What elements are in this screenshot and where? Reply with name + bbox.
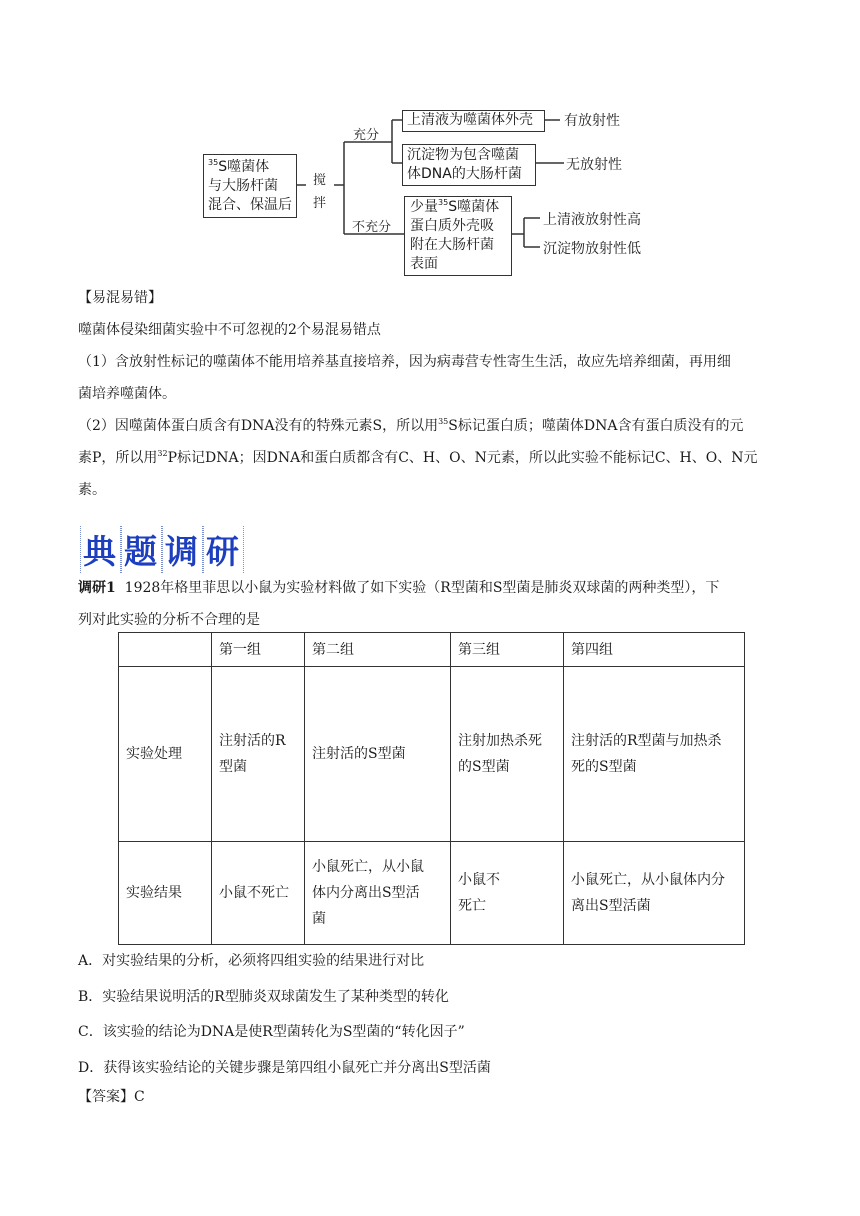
isotope-superscript: 35	[438, 417, 449, 426]
table-cell: 小鼠死亡，从小鼠 体内分离出S型活 菌	[305, 842, 451, 945]
section-heading: 【易混易错】	[78, 290, 162, 306]
table-cell: 注射活的R 型菌	[212, 667, 305, 842]
table-cell: 小鼠不死亡	[212, 842, 305, 945]
question-label: 调研1	[78, 580, 116, 596]
experiment-table	[118, 632, 745, 945]
option-a: A．对实验结果的分析，必须将四组实验的结果进行对比	[78, 953, 425, 969]
table-cell: 注射活的R型菌与加热杀 死的S型菌	[564, 667, 745, 842]
stir-label: 搅 拌	[313, 173, 327, 211]
partial-result-2: 沉淀物放射性低	[543, 241, 641, 257]
point-1-line: （1）含放射性标记的噬菌体不能用培养基直接培养，因为病毒营专性寄生生活，故应先培养细菌，再用细	[78, 354, 731, 370]
isotope-superscript: 35	[208, 158, 219, 167]
point-2-line: 素P，所以用$^{32}$P标记DNA；因DNA和蛋白质都含有C、H、O、N元素，所以此实验不能标记C、H、O、N元	[78, 449, 758, 466]
branch-partial-label: 不充分	[352, 220, 392, 235]
branch-full-label: 充分	[353, 128, 380, 143]
full-result-1: 有放射性	[564, 113, 620, 129]
point-2-line: 素。	[78, 482, 106, 498]
start-box-line: 与大肠杆菌	[208, 178, 278, 194]
answer: 【答案】C	[78, 1089, 145, 1105]
full-box-precipitate: 沉淀物为包含噬菌 体DNA的大肠杆菌	[402, 144, 536, 186]
table-cell: 注射活的S型菌	[305, 667, 451, 842]
table-header-cell: 第一组	[212, 633, 305, 667]
full-result-2: 无放射性	[566, 157, 622, 173]
mistakes-section	[78, 282, 784, 506]
table-header-row	[119, 633, 745, 667]
full-box-supernatant: 上清液为噬菌体外壳	[402, 110, 545, 132]
option-c: C．该实验的结论为DNA是使R型菌转化为S型菌的“转化因子”	[78, 1024, 465, 1040]
point-2-line: （2）因噬菌体蛋白质含有DNA没有的特殊元素S，所以用$^{35}$S标记蛋白质；噬菌体DNA含有蛋白质没有的元	[78, 417, 744, 434]
start-box-line: 混合、保温后	[208, 197, 292, 213]
section-banner: 典 题 调 研	[80, 526, 244, 573]
row-label: 实验处理	[119, 667, 212, 842]
start-box-line: S噬菌体	[218, 159, 270, 175]
option-b: B．实验结果说明活的R型肺炎双球菌发生了某种类型的转化	[78, 989, 449, 1005]
point-1-line: 菌培养噬菌体。	[78, 386, 176, 402]
isotope-superscript: 35	[438, 198, 449, 207]
table-cell: 小鼠死亡，从小鼠体内分 离出S型活菌	[564, 842, 745, 945]
isotope-superscript: 32	[157, 449, 168, 458]
row-label: 实验结果	[119, 842, 212, 945]
partial-box: 少量$^{35}$S噬菌体 蛋白质外壳吸 附在大肠杆菌 表面	[404, 196, 512, 276]
table-header-cell: 第三组	[451, 633, 564, 667]
section-intro: 噬菌体侵染细菌实验中不可忽视的2个易混易错点	[78, 322, 381, 338]
table-row	[119, 667, 745, 842]
partial-result-1: 上清液放射性高	[543, 212, 641, 228]
table-cell: 注射加热杀死 的S型菌	[451, 667, 564, 842]
table-header-cell: 第二组	[305, 633, 451, 667]
option-d: D．获得该实验结论的关键步骤是第四组小鼠死亡并分离出S型活菌	[78, 1060, 491, 1076]
question-stem: 调研1 1928年格里菲思以小鼠为实验材料做了如下实验（R型菌和S型菌是肺炎双球菌的两种类型），下 列对此实验的分析不合理的是	[78, 580, 720, 628]
table-row	[119, 842, 745, 945]
table-cell: 小鼠不 死亡	[451, 842, 564, 945]
table-header-cell: 第四组	[564, 633, 745, 667]
table-header-cell	[119, 633, 212, 667]
start-box	[203, 154, 297, 218]
